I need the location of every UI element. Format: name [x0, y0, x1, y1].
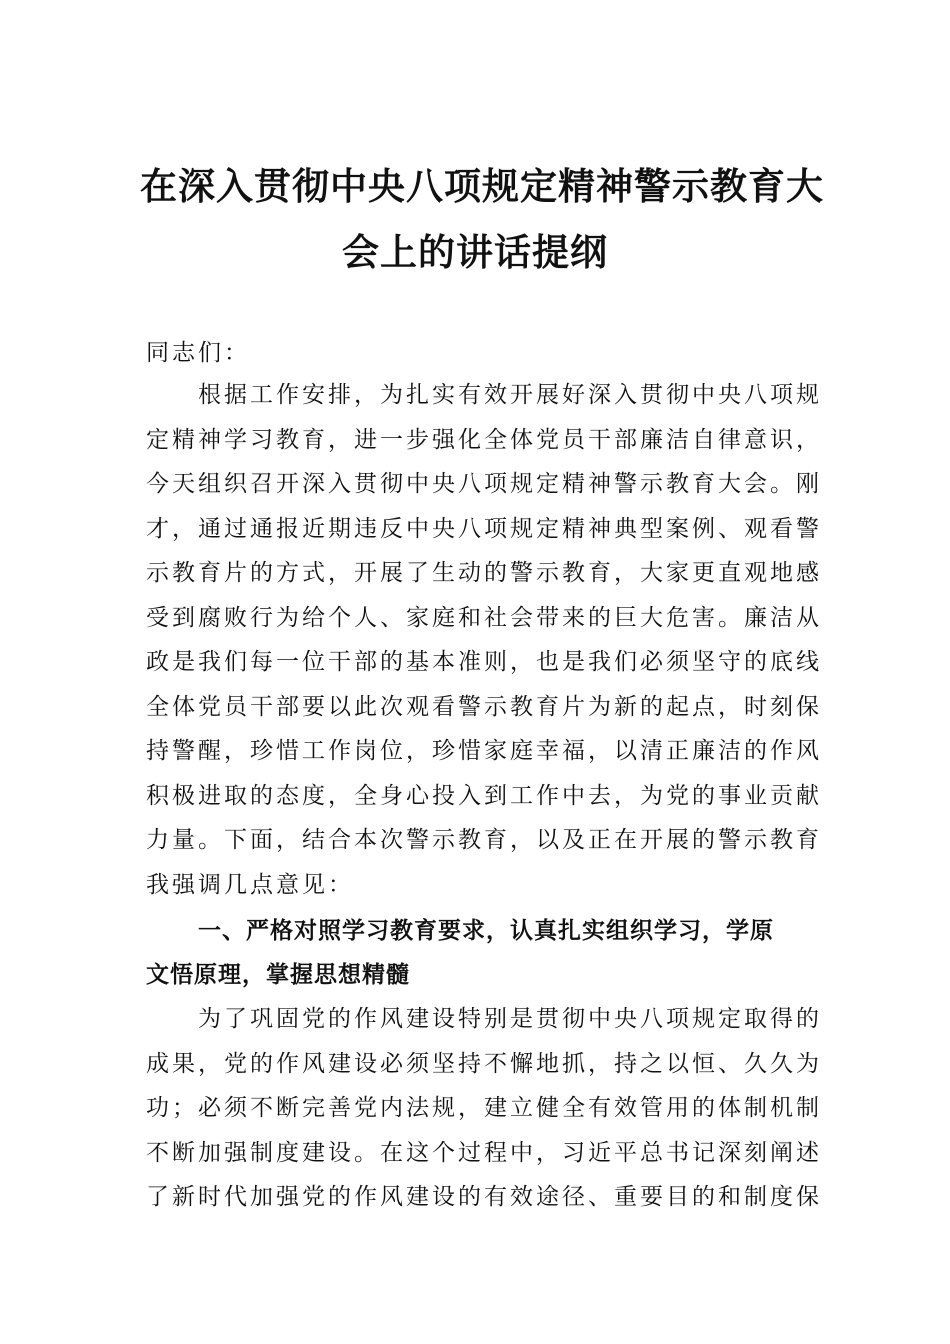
paragraph-1-line: 示教育片的方式，开展了生动的警示教育，大家更直观地感: [146, 560, 822, 586]
paragraph-1-line: 政是我们每一位干部的基本准则，也是我们必须坚守的底线: [146, 649, 822, 675]
paragraph-2-line: 不断加强制度建设。在这个过程中，习近平总书记深刻阐述: [146, 1140, 822, 1166]
paragraph-2-line: 功；必须不断完善党内法规，建立健全有效管用的体制机制: [146, 1095, 822, 1121]
paragraph-1-line: 受到腐败行为给个人、家庭和社会带来的巨大危害。廉洁从: [146, 605, 822, 631]
paragraph-2-line: 了新时代加强党的作风建设的有效途径、重要目的和制度保: [146, 1184, 822, 1210]
document-title-line-2: 会上的讲话提纲: [342, 230, 608, 274]
paragraph-2-line: 为了巩固党的作风建设特别是贯彻中央八项规定取得的: [198, 1006, 822, 1032]
paragraph-1-line: 我强调几点意见：: [146, 872, 354, 898]
section-heading-1-line: 文悟原理，掌握思想精髓: [146, 962, 410, 988]
paragraph-1-line: 根据工作安排，为扎实有效开展好深入贯彻中央八项规: [198, 382, 822, 408]
salutation: 同志们：: [146, 340, 250, 366]
paragraph-2-line: 成果，党的作风建设必须坚持不懈地抓，持之以恒、久久为: [146, 1051, 822, 1077]
paragraph-1-line: 今天组织召开深入贯彻中央八项规定精神警示教育大会。刚: [146, 471, 822, 497]
paragraph-1-line: 持警醒，珍惜工作岗位，珍惜家庭幸福，以清正廉洁的作风: [146, 738, 822, 764]
paragraph-1-line: 才，通过通报近期违反中央八项规定精神典型案例、观看警: [146, 516, 822, 542]
paragraph-1-line: 定精神学习教育，进一步强化全体党员干部廉洁自律意识，: [146, 427, 822, 453]
paragraph-1-line: 全体党员干部要以此次观看警示教育片为新的起点，时刻保: [146, 694, 822, 720]
paragraph-1-line: 力量。下面，结合本次警示教育，以及正在开展的警示教育: [146, 827, 822, 853]
section-heading-1-line: 一、严格对照学习教育要求，认真扎实组织学习，学原: [198, 918, 774, 944]
document-title-line-1: 在深入贯彻中央八项规定精神警示教育大: [140, 164, 824, 208]
paragraph-1-line: 积极进取的态度，全身心投入到工作中去，为党的事业贡献: [146, 783, 822, 809]
